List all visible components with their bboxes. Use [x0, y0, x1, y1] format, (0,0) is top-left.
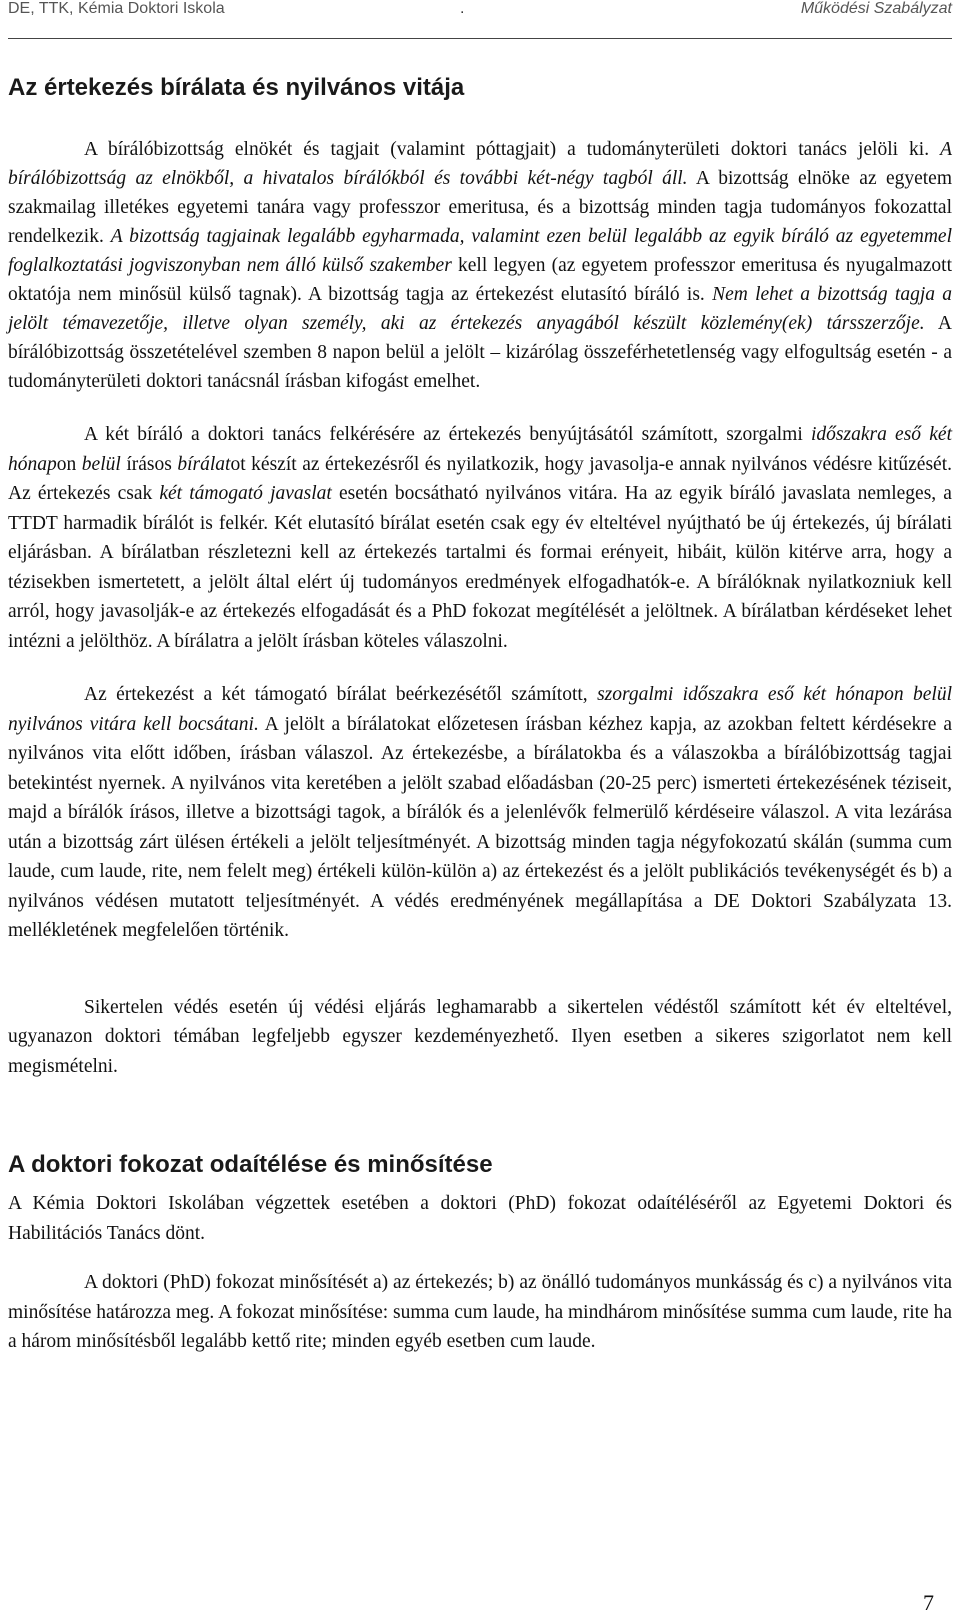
- text-run: ot készít az értekezésről és nyilatkozik, hogy javasolja-e annak nyilvános védésre kitűzését. Az értekezés csak: [8, 453, 952, 504]
- text-run-italic: időszakra eső két hónap: [8, 424, 952, 475]
- header-right-text: Működési Szabályzat: [800, 0, 952, 17]
- text-run: A bírálóbizottság összetételével szemben 8 napon belül a jelölt – kizárólag összeférhetetlenség vagy elfogultság esetén - a tudományterületi doktori tanácsnál írásban kifogást emelhet.: [8, 313, 952, 392]
- text-run: A bírálóbizottság elnökét és tagjait (valamint póttagjait) a tudományterületi doktori tanács jelöli ki.: [84, 139, 941, 160]
- text-run-italic: A bizottság tagjainak legalább egyharmada, valamint ezen belül legalább az egyik bíráló az egyetemmel foglalkoztatási jogviszonyban nem álló külső szakember: [8, 226, 952, 276]
- text-run-italic: bírálat: [177, 453, 231, 475]
- text-run: A két bíráló a doktori tanács felkérésére az értekezés benyújtásától számított, szorgalmi: [84, 424, 811, 445]
- paragraph-reviewers: [8, 420, 952, 656]
- text-run: on: [56, 453, 82, 475]
- header-center-mark: .: [460, 0, 465, 17]
- text-run: A jelölt a bírálatokat előzetesen írásban kézhez kapja, az azokban feltett kérdésekre a nyilvános vita előtt időben, írásban válaszol. Az értekezésbe, a bírálatokba és a válaszokba a bírálóbizottság tagjai betekintést nyernek. A nyilvános vita keretében a jelölt szabad előadásban (20-25 perc) ismerteti értekezésének téziseit, majd a bírálók írásos, illetve a bizottsági tagok, a bírálók és a jelenlévők felmerülő kérdéseire válaszol. A vita lezárása után a bizottság zárt ülésen értékeli a jelölt teljesítményét. A bizottság minden tagja négyfokozatú skálán (summa cum laude, cum laude, rite, nem felelt meg) értékeli külön-külön a) az értekezést és a jelölt publikációs tevékenységét és b) a nyilvános védésen mutatott teljesítményét. A védés eredményének megállapítása a DE Doktori Szabályzata 13. mellékletének megfelelően történik.: [8, 713, 952, 941]
- text-run-italic: A bírálóbizottság az elnökből, a hivatalos bírálókból és további két-négy tagból áll.: [8, 139, 952, 189]
- paragraph-failed-defense: Sikertelen védés esetén új védési eljárás leghamarabb a sikertelen védéstől számított két év elteltével, ugyanazon doktori témában legfeljebb egyszer kezdeményezhető. Ilyen esetben a sikeres szigorlatot nem kell megismételni.: [8, 996, 952, 1077]
- text-run-italic: belül: [81, 453, 121, 475]
- text-run: kell legyen (az egyetem professzor emeritusa és nyugalmazott oktatója nem minősül külső tagnak). A bizottság tagja az értekezést elutasító bíráló is.: [8, 255, 952, 305]
- document-body: [8, 74, 952, 1357]
- paragraph-public-debate: [8, 680, 952, 946]
- page-number: 7: [923, 1590, 934, 1615]
- page-header: [8, 0, 952, 24]
- section-title-review: Az értekezés bírálata és nyilvános vitája: [8, 74, 465, 101]
- paragraph-degree-award: A Kémia Doktori Iskolában végzettek esetében a doktori (PhD) fokozat odaítéléséről az Egyetemi Doktori és Habilitációs Tanács dönt.: [8, 1193, 952, 1244]
- text-run-italic: Nem lehet a bizottság tagja a jelölt témavezetője, illetve olyan személy, aki az értekezés anyagából készült közlemény(ek) társszerzője.: [8, 284, 953, 334]
- text-run: esetén bocsátható nyilvános vitára. Ha az egyik bíráló javaslata nemleges, a TTDT harmadik bírálót is felkér. Két elutasító bírálat esetén csak egy év elteltével nyújtható be új értekezés, új bírálati eljárásban. A bírálatban részletezni kell az értekezés tartalmi és formai erényeit, hibáit, külön kitérve arra, hogy a tézisekben ismertetett, a jelölt által elért új tudományos eredmények elfogadhatók-e. A bírálóknak nyilatkozniuk kell arról, hogy javasolják-e az értekezés elfogadását és a PhD fokozat megítélését a jelöltnek. A bírálatban kérdéseket lehet intézni a jelölthöz. A bírálatra a jelölt írásban köteles válaszolni.: [8, 483, 952, 652]
- text-run: Az értekezést a két támogató bírálat beérkezésétől számított,: [84, 684, 598, 705]
- text-run-italic: két támogató javaslat: [159, 483, 332, 504]
- paragraph-committee: [8, 135, 952, 396]
- text-run-italic: szorgalmi időszakra eső két hónapon belül nyilvános vitára kell bocsátani.: [8, 684, 952, 735]
- header-left-text: DE, TTK, Kémia Doktori Iskola: [8, 0, 225, 17]
- text-run: írásos: [120, 453, 178, 475]
- paragraph-degree-grading: A doktori (PhD) fokozat minősítését a) az értekezés; b) az önálló tudományos munkásság és c) a nyilvános vita minősítése határozza meg. A fokozat minősítése: summa cum laude, ha mindhárom minősítése summa cum laude, rite ha a három minősítésből legalább kettő rite; minden egyéb esetben cum laude.: [8, 1272, 952, 1352]
- section-title-degree: A doktori fokozat odaítélése és minősítése: [8, 1151, 493, 1178]
- header-divider: [8, 38, 952, 39]
- text-run: A bizottság elnöke az egyetem szakmailag illetékes egyetemi tanára vagy professzor emeritusa, és a bizottság minden tagja tudományos fokozattal rendelkezik.: [8, 168, 952, 247]
